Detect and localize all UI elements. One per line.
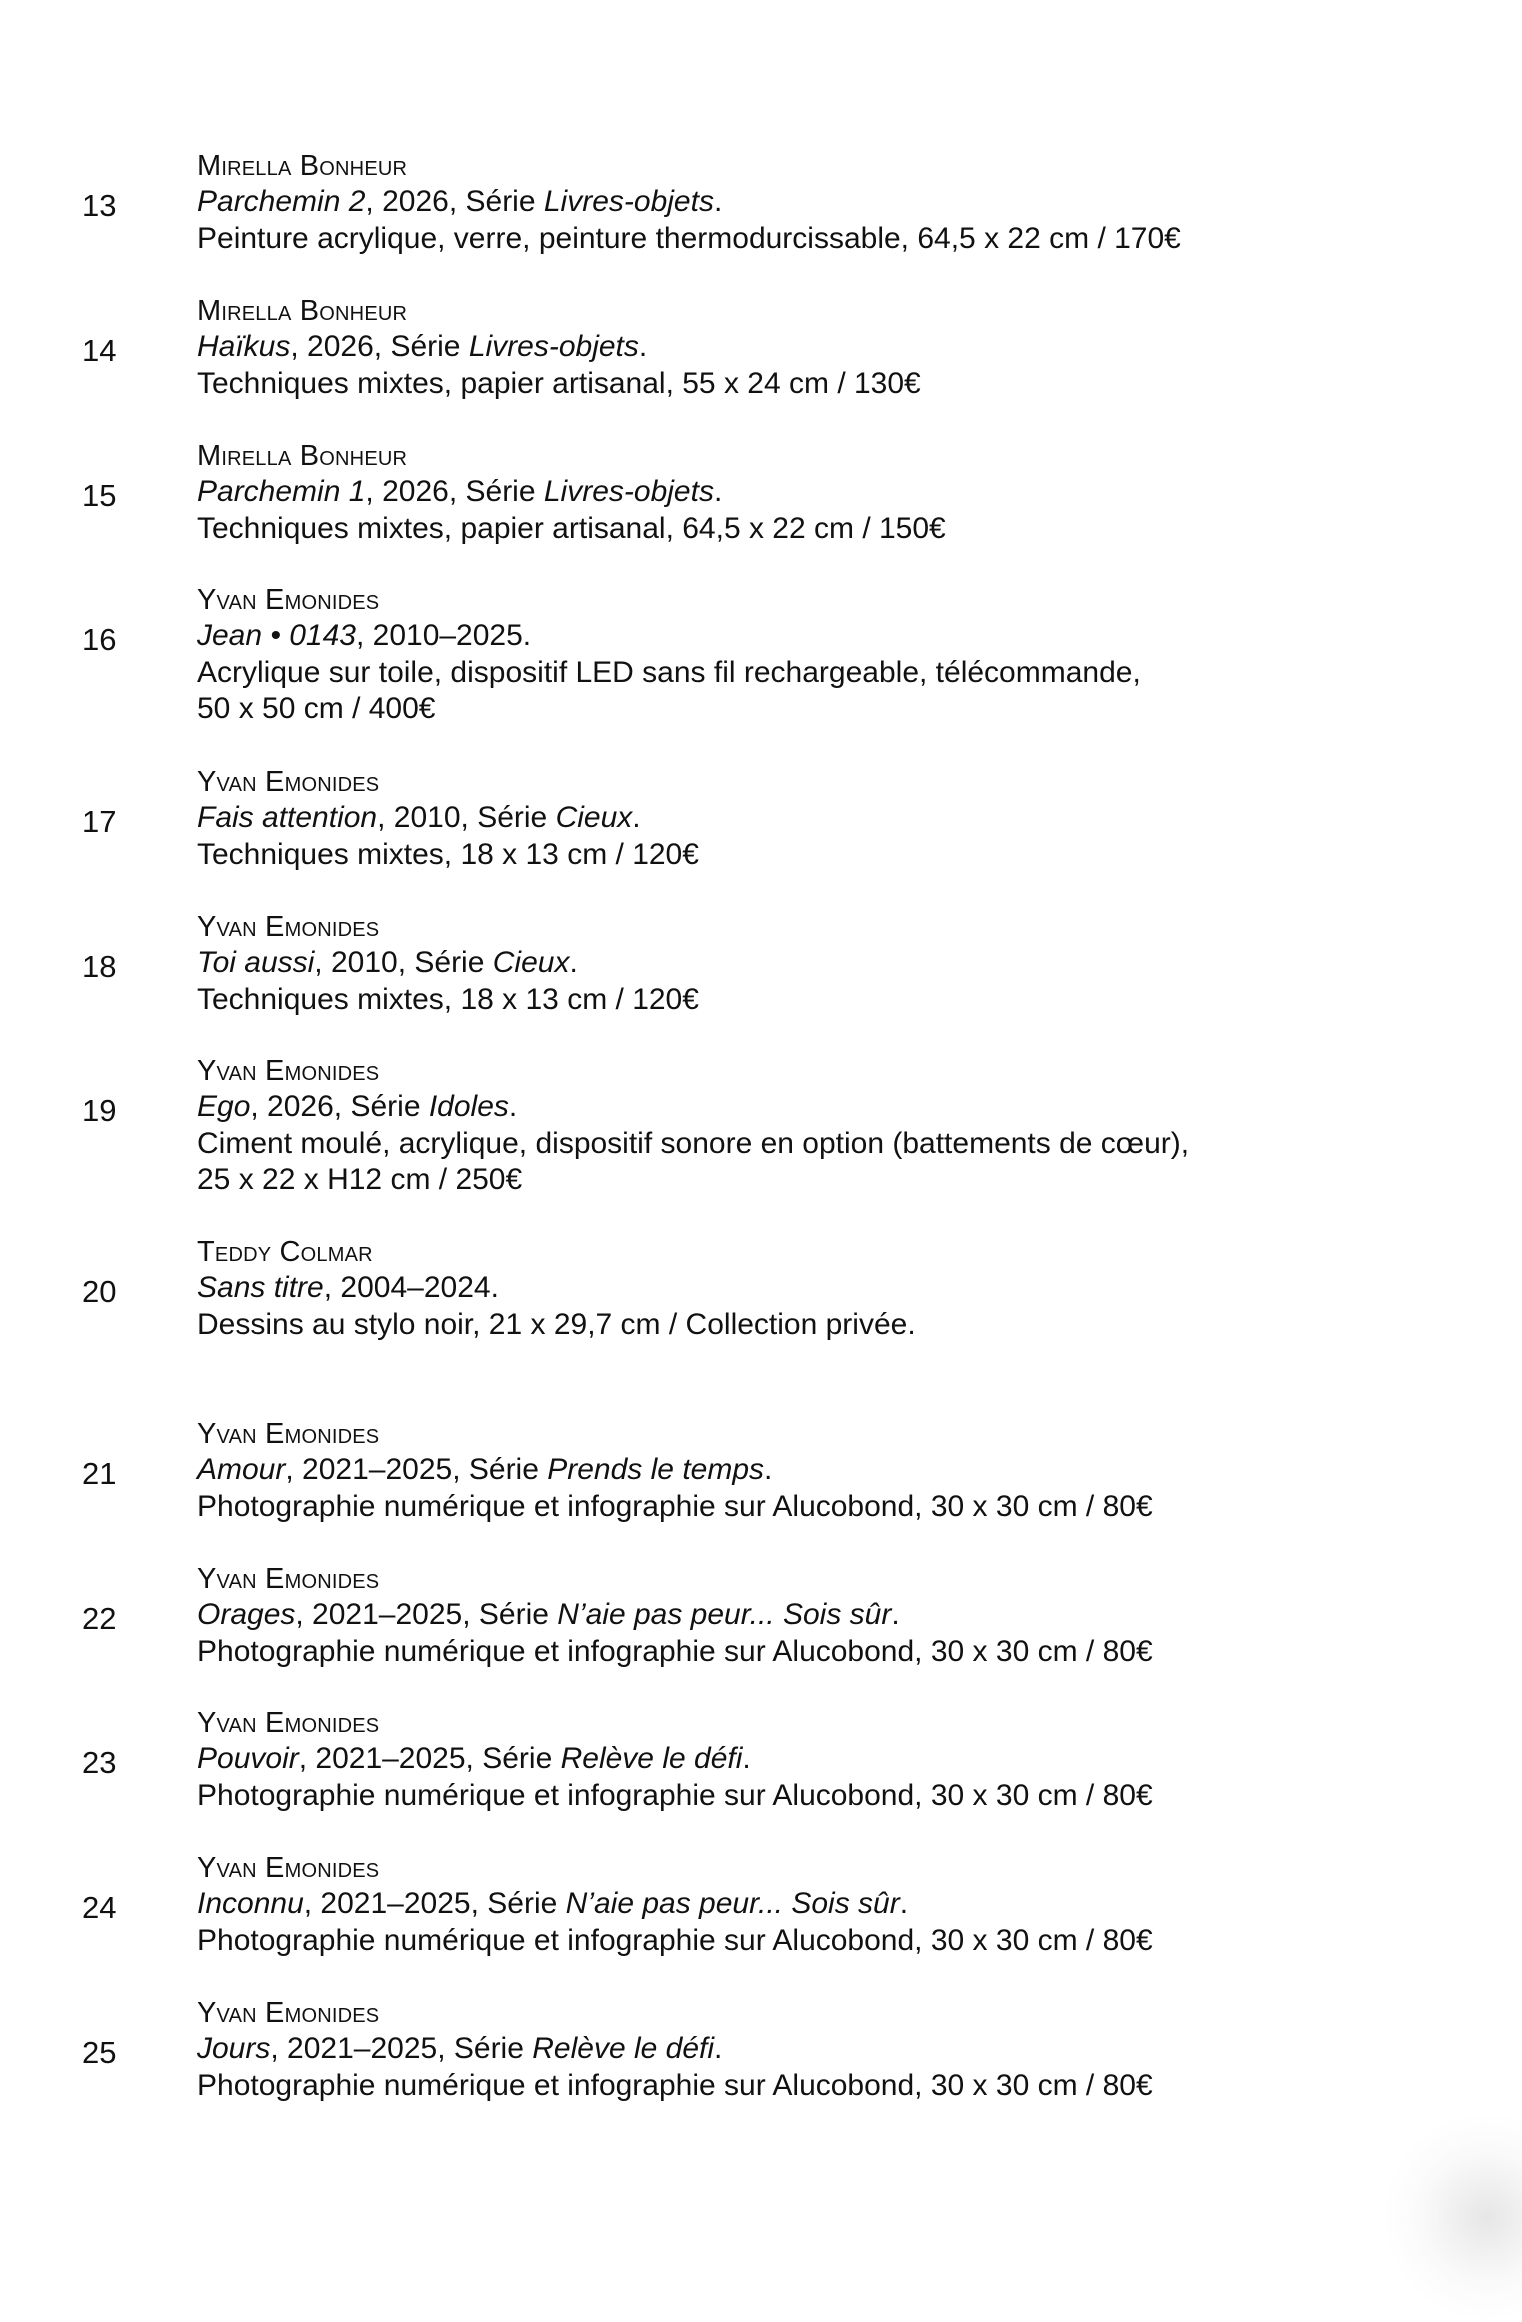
work-title: Orages	[197, 1598, 296, 1631]
series-prefix: Série	[465, 185, 544, 218]
title-line	[197, 1270, 1397, 1307]
work-date: , 2026,	[290, 330, 391, 363]
series-prefix: Série	[465, 475, 544, 508]
work-title: Jean • 0143	[197, 619, 356, 652]
medium-line-2: 25 x 22 x H12 cm / 250€	[197, 1163, 523, 1196]
series-prefix: Série	[350, 1090, 429, 1123]
entry-content	[197, 582, 1397, 728]
entry-number: 22	[82, 1601, 117, 1636]
entry-number: 20	[82, 1274, 117, 1309]
medium-line: Dessins au stylo noir, 21 x 29,7 cm / Collection privée.	[197, 1307, 916, 1341]
work-title: Toi aussi	[197, 946, 315, 979]
series-name: Cieux	[492, 946, 570, 979]
title-end: .	[508, 1090, 518, 1123]
series-prefix: Série	[414, 946, 493, 979]
title-line	[197, 1089, 1397, 1126]
medium-line-2: 50 x 50 cm / 400€	[197, 692, 436, 725]
artist-name: Yvan Emonides	[197, 1563, 380, 1595]
work-title: Ego	[197, 1090, 251, 1123]
series-prefix: Série	[482, 1742, 561, 1775]
series-name: N’aie pas peur... Sois sûr	[557, 1598, 892, 1631]
entry-content	[197, 1850, 1397, 1959]
entry-number: 19	[82, 1093, 117, 1128]
title-line	[197, 800, 1397, 837]
entry-content	[197, 1053, 1397, 1199]
page-curl-shadow	[1382, 2112, 1522, 2322]
work-date: , 2026,	[365, 475, 466, 508]
work-date: , 2004–2024.	[323, 1271, 499, 1304]
title-line	[197, 1452, 1397, 1489]
artist-name: Teddy Colmar	[197, 1236, 373, 1268]
artist-name: Yvan Emonides	[197, 1997, 380, 2029]
entry-number: 13	[82, 188, 117, 223]
series-prefix: Série	[468, 1453, 548, 1486]
work-date: , 2010,	[377, 801, 478, 834]
title-end: .	[764, 1453, 773, 1486]
entry-number: 15	[82, 478, 117, 513]
entry-number: 18	[82, 949, 117, 984]
artist-name: Mirella Bonheur	[197, 440, 408, 472]
title-line	[197, 329, 1397, 366]
title-end: .	[713, 475, 723, 508]
medium-line: Photographie numérique et infographie sur Alucobond, 30 x 30 cm / 80€	[197, 1634, 1153, 1668]
series-name: Idoles	[428, 1090, 509, 1123]
title-end: .	[899, 1887, 909, 1920]
series-name: Livres-objets	[468, 330, 639, 363]
entry-content	[197, 1416, 1397, 1525]
series-prefix: Série	[477, 801, 556, 834]
series-prefix: Série	[478, 1598, 558, 1631]
series-prefix: Série	[390, 330, 469, 363]
entry-content	[197, 438, 1397, 547]
artist-name: Mirella Bonheur	[197, 150, 408, 182]
artist-name: Yvan Emonides	[197, 584, 380, 616]
entry-content	[197, 764, 1397, 873]
entry-content	[197, 909, 1397, 1018]
title-end: .	[891, 1598, 900, 1631]
title-end: .	[569, 946, 578, 979]
series-name: Relève le défi	[532, 2032, 715, 2065]
work-title: Sans titre	[197, 1271, 324, 1304]
artist-name: Mirella Bonheur	[197, 295, 408, 327]
work-title: Jours	[197, 2032, 271, 2065]
work-title: Pouvoir	[197, 1742, 299, 1775]
title-line	[197, 1597, 1397, 1634]
series-name: N’aie pas peur... Sois sûr	[565, 1887, 900, 1920]
entry-number: 25	[82, 2035, 117, 2070]
artist-name: Yvan Emonides	[197, 1055, 380, 1087]
title-end: .	[713, 185, 723, 218]
series-prefix: Série	[453, 2032, 533, 2065]
artist-name: Yvan Emonides	[197, 1418, 380, 1450]
artist-name: Yvan Emonides	[197, 911, 380, 943]
work-title: Amour	[197, 1453, 286, 1486]
artist-name: Yvan Emonides	[197, 1707, 380, 1739]
medium-line: Techniques mixtes, 18 x 13 cm / 120€	[197, 982, 699, 1016]
work-date: , 2021–2025,	[270, 2032, 454, 2065]
title-end: .	[742, 1742, 751, 1775]
work-date: , 2026,	[250, 1090, 351, 1123]
work-date: , 2021–2025,	[298, 1742, 483, 1775]
work-date: , 2010,	[314, 946, 415, 979]
work-date: , 2021–2025,	[285, 1453, 469, 1486]
series-name: Relève le défi	[560, 1742, 743, 1775]
series-name: Livres-objets	[543, 475, 714, 508]
work-title: Parchemin 1	[197, 475, 366, 508]
title-line	[197, 945, 1397, 982]
medium-line: Techniques mixtes, papier artisanal, 64,5 x 22 cm / 150€	[197, 511, 946, 545]
work-title: Parchemin 2	[197, 185, 366, 218]
medium-line: Photographie numérique et infographie sur Alucobond, 30 x 30 cm / 80€	[197, 1489, 1153, 1523]
title-end: .	[632, 801, 641, 834]
work-date: , 2021–2025,	[295, 1598, 479, 1631]
title-line	[197, 1886, 1397, 1923]
medium-line: Techniques mixtes, 18 x 13 cm / 120€	[197, 837, 699, 871]
work-date: , 2026,	[365, 185, 466, 218]
entry-number: 21	[82, 1456, 117, 1491]
title-line	[197, 184, 1397, 221]
title-end: .	[638, 330, 648, 363]
series-prefix: Série	[487, 1887, 566, 1920]
work-title: Inconnu	[197, 1887, 304, 1920]
series-name: Cieux	[555, 801, 633, 834]
title-end: .	[714, 2032, 723, 2065]
work-date: , 2010–2025.	[355, 619, 532, 652]
medium-line: Photographie numérique et infographie sur Alucobond, 30 x 30 cm / 80€	[197, 2068, 1153, 2102]
medium-line: Ciment moulé, acrylique, dispositif sonore en option (battements de cœur),	[197, 1126, 1190, 1160]
title-line	[197, 1741, 1397, 1778]
entry-content	[197, 148, 1397, 257]
artist-name: Yvan Emonides	[197, 1852, 380, 1884]
work-date: , 2021–2025,	[303, 1887, 488, 1920]
entry-content	[197, 1995, 1397, 2104]
entry-number: 23	[82, 1745, 117, 1780]
entry-number: 16	[82, 622, 117, 657]
entry-content	[197, 1705, 1397, 1814]
artist-name: Yvan Emonides	[197, 766, 380, 798]
entry-content	[197, 1234, 1397, 1343]
series-name: Livres-objets	[543, 185, 714, 218]
title-line	[197, 2031, 1397, 2068]
medium-line: Acrylique sur toile, dispositif LED sans fil rechargeable, télécommande,	[197, 655, 1141, 689]
entry-number: 14	[82, 333, 117, 368]
medium-line: Techniques mixtes, papier artisanal, 55 x 24 cm / 130€	[197, 366, 921, 400]
work-title: Haïkus	[197, 330, 291, 363]
title-line	[197, 618, 1397, 655]
title-line	[197, 474, 1397, 511]
medium-line: Photographie numérique et infographie sur Alucobond, 30 x 30 cm / 80€	[197, 1778, 1153, 1812]
entry-content	[197, 293, 1397, 402]
medium-line: Photographie numérique et infographie sur Alucobond, 30 x 30 cm / 80€	[197, 1923, 1153, 1957]
medium-line: Peinture acrylique, verre, peinture thermodurcissable, 64,5 x 22 cm / 170€	[197, 221, 1181, 255]
work-title: Fais attention	[197, 801, 378, 834]
entry-number: 24	[82, 1890, 117, 1925]
entry-number: 17	[82, 804, 117, 839]
series-name: Prends le temps	[547, 1453, 765, 1486]
entry-content	[197, 1561, 1397, 1670]
